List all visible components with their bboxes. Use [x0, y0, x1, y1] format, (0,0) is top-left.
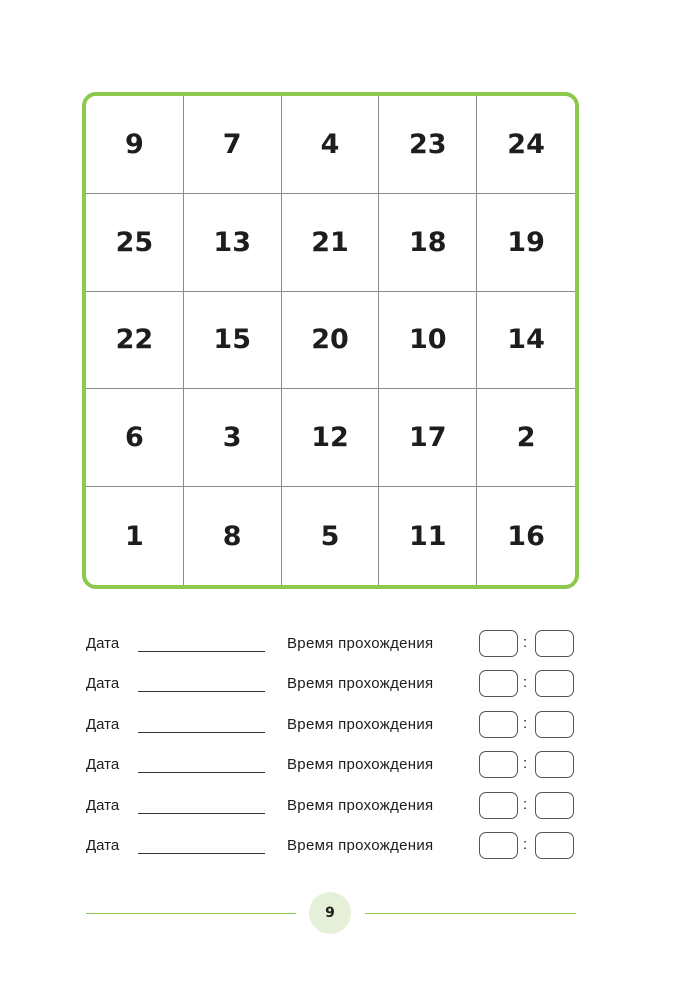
- time-separator: :: [523, 714, 528, 732]
- date-field[interactable]: [138, 813, 265, 814]
- attempt-log: [86, 626, 578, 868]
- log-row: [86, 666, 578, 706]
- table-cell[interactable]: 7: [184, 96, 282, 194]
- table-cell[interactable]: 2: [477, 389, 575, 487]
- table-cell[interactable]: 16: [507, 520, 545, 552]
- table-cell[interactable]: 20: [282, 292, 380, 390]
- seconds-field[interactable]: [535, 711, 574, 738]
- minutes-field[interactable]: [479, 630, 518, 657]
- log-row: [86, 788, 578, 828]
- log-row: [86, 747, 578, 787]
- table-cell[interactable]: 9: [86, 96, 184, 194]
- time-label: Время прохождения: [287, 796, 434, 814]
- table-cell[interactable]: 3: [184, 389, 282, 487]
- footer-divider-left: [86, 913, 296, 914]
- table-cell[interactable]: 25: [86, 194, 184, 292]
- time-label: Время прохождения: [287, 635, 434, 652]
- date-field[interactable]: [138, 853, 265, 854]
- table-cell[interactable]: 17: [379, 389, 477, 487]
- seconds-field[interactable]: [535, 832, 574, 859]
- time-separator: :: [523, 634, 528, 651]
- time-separator: :: [523, 795, 528, 813]
- minutes-field[interactable]: [479, 792, 518, 819]
- minutes-field[interactable]: [479, 711, 518, 738]
- table-cell[interactable]: 6: [86, 389, 184, 487]
- log-row: [86, 828, 578, 868]
- date-label: Дата: [86, 836, 120, 854]
- table-cell[interactable]: 24: [477, 96, 575, 194]
- schulte-table: [82, 92, 579, 589]
- seconds-field[interactable]: [535, 751, 574, 778]
- time-label: Время прохождения: [287, 756, 434, 774]
- table-cell[interactable]: 14: [477, 292, 575, 390]
- date-field[interactable]: [138, 691, 265, 692]
- minutes-field[interactable]: [479, 751, 518, 778]
- table-cell[interactable]: 8: [184, 487, 282, 585]
- date-field[interactable]: [138, 772, 265, 773]
- time-separator: :: [523, 755, 528, 773]
- log-row: [86, 707, 578, 747]
- date-label: Дата: [86, 635, 120, 652]
- date-field[interactable]: [138, 732, 265, 733]
- page-number: 9: [309, 892, 351, 934]
- time-separator: :: [523, 674, 528, 692]
- table-cell[interactable]: 5: [282, 487, 380, 585]
- table-cell[interactable]: 19: [477, 194, 575, 292]
- date-label: Дата: [86, 756, 120, 774]
- table-cell[interactable]: 22: [86, 292, 184, 390]
- table-cell[interactable]: 1: [86, 487, 184, 585]
- time-separator: :: [523, 835, 528, 853]
- seconds-field[interactable]: [535, 630, 574, 657]
- minutes-field[interactable]: [479, 832, 518, 859]
- table-cell[interactable]: 13: [184, 194, 282, 292]
- minutes-field[interactable]: [479, 670, 518, 697]
- table-cell[interactable]: 10: [379, 292, 477, 390]
- time-label: Время прохождения: [287, 675, 434, 693]
- footer-divider-right: [365, 913, 576, 914]
- table-cell[interactable]: 15: [184, 292, 282, 390]
- time-label: Время прохождения: [287, 715, 434, 733]
- table-cell[interactable]: 12: [282, 389, 380, 487]
- seconds-field[interactable]: [535, 792, 574, 819]
- log-row: [86, 626, 578, 666]
- date-field[interactable]: [138, 651, 265, 652]
- date-label: Дата: [86, 675, 120, 693]
- table-cell[interactable]: 21: [282, 194, 380, 292]
- table-cell[interactable]: 23: [379, 96, 477, 194]
- date-label: Дата: [86, 715, 120, 733]
- table-cell[interactable]: 11: [379, 487, 477, 585]
- seconds-field[interactable]: [535, 670, 574, 697]
- table-cell[interactable]: 18: [379, 194, 477, 292]
- date-label: Дата: [86, 796, 120, 814]
- table-cell[interactable]: 4: [282, 96, 380, 194]
- time-label: Время прохождения: [287, 836, 434, 854]
